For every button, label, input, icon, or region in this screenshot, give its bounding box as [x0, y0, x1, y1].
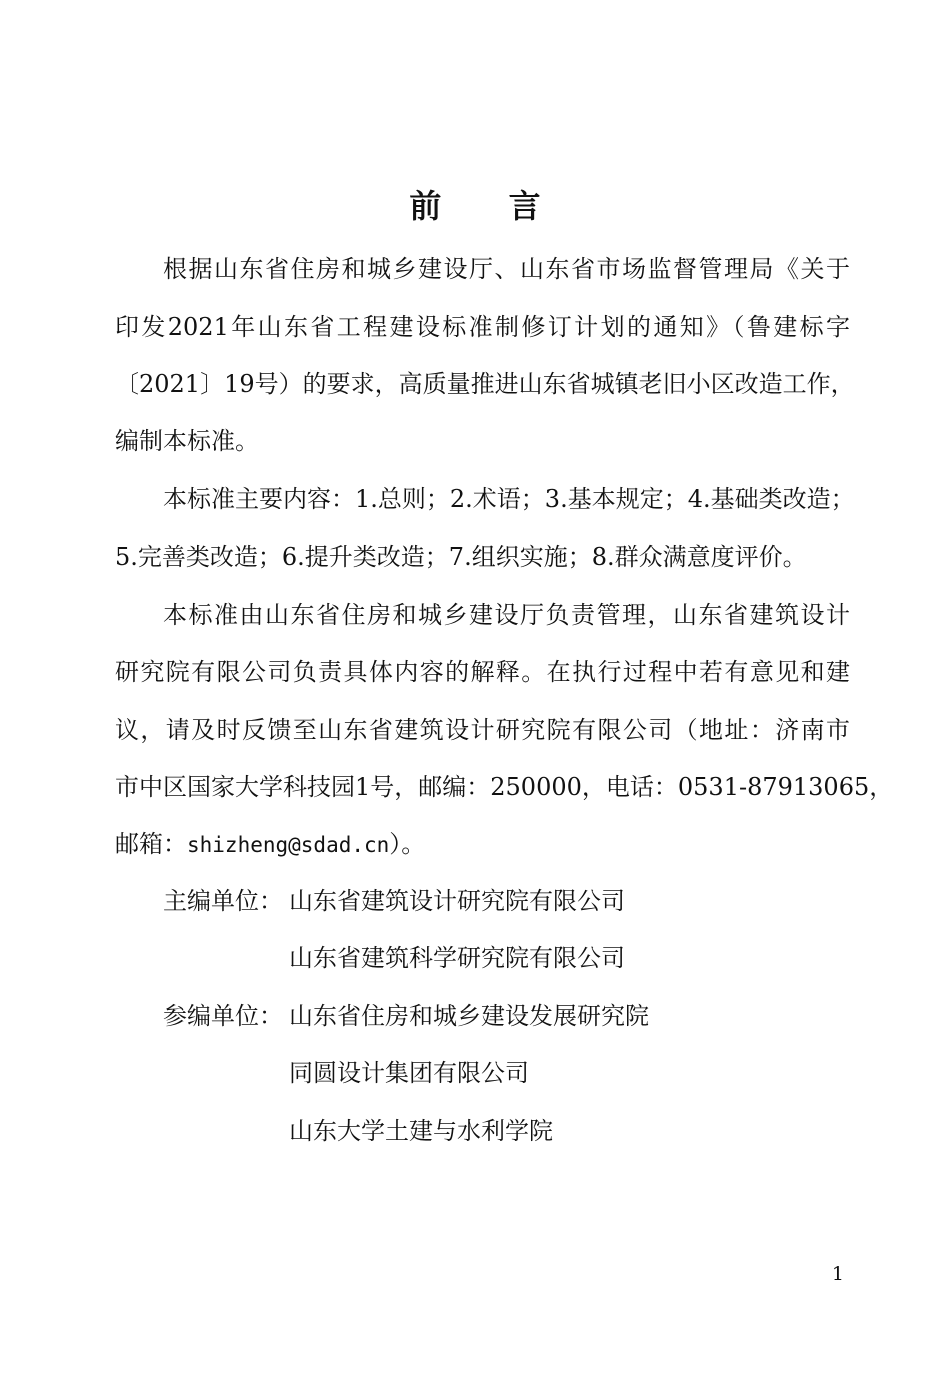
participating-editor-org-1: 山东省住房和城乡建设发展研究院 — [289, 1002, 649, 1030]
chief-editor-label: 主编单位： — [163, 887, 283, 915]
paragraph-2-line-2: 5.完善类改造；6.提升类改造；7.组织实施；8.群众满意度评价。 — [115, 543, 807, 571]
paragraph-1-line-1: 根据山东省住房和城乡建设厅、山东省市场监督管理局《关于 — [163, 255, 850, 283]
paragraph-1-line-4: 编制本标准。 — [115, 427, 259, 455]
chief-editor-org-2: 山东省建筑科学研究院有限公司 — [289, 944, 625, 972]
email-address: shizheng@sdad.cn — [187, 833, 390, 857]
paragraph-1-line-2: 印发2021年山东省工程建设标准制修订计划的通知》（鲁建标字 — [115, 313, 850, 341]
paragraph-2-line-1: 本标准主要内容：1.总则；2.术语；3.基本规定；4.基础类改造； — [163, 485, 855, 513]
paragraph-3-line-2: 研究院有限公司负责具体内容的解释。在执行过程中若有意见和建 — [115, 658, 850, 686]
email-suffix: ）。 — [389, 830, 426, 858]
participating-editor-org-3: 山东大学土建与水利学院 — [289, 1117, 553, 1145]
paragraph-3-line-4: 市中区国家大学科技园1号，邮编：250000，电话：0531-87913065， — [115, 773, 894, 801]
page-number: 1 — [831, 1263, 844, 1285]
participating-editors-label: 参编单位： — [163, 1002, 283, 1030]
paragraph-3-line-3: 议，请及时反馈至山东省建筑设计研究院有限公司（地址：济南市 — [115, 716, 850, 744]
page-title: 前 言 — [409, 187, 569, 225]
contact-email-line — [115, 827, 850, 862]
paragraph-3-line-1: 本标准由山东省住房和城乡建设厅负责管理，山东省建筑设计 — [163, 601, 850, 629]
paragraph-1-line-3: 〔2021〕19号）的要求，高质量推进山东省城镇老旧小区改造工作， — [115, 370, 855, 398]
email-label: 邮箱： — [115, 830, 187, 858]
participating-editor-org-2: 同圆设计集团有限公司 — [289, 1059, 529, 1087]
chief-editor-org-1: 山东省建筑设计研究院有限公司 — [289, 887, 625, 915]
